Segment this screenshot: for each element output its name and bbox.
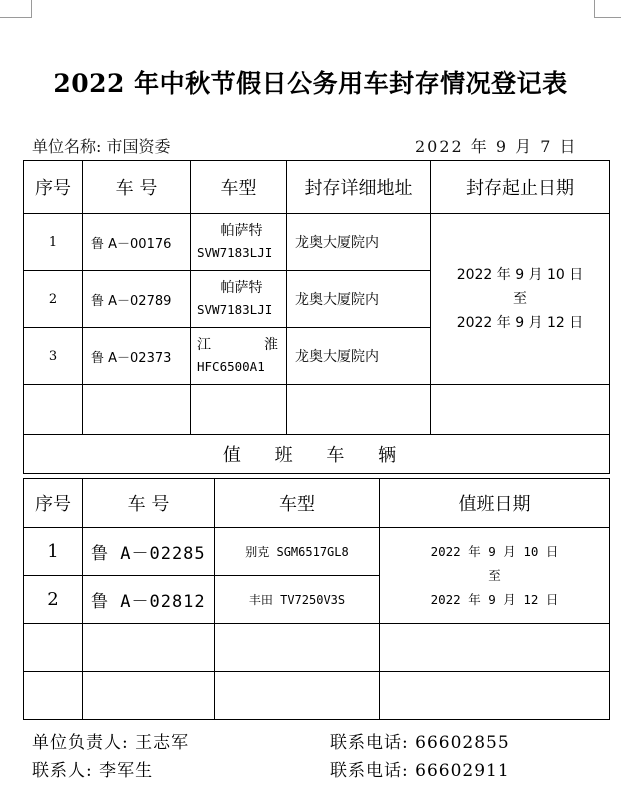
contact-person: 联系人: 李军生: [32, 761, 154, 781]
duty-date-to: 2022 年 9 月 12 日: [430, 591, 559, 607]
header-no: 序号: [24, 479, 83, 528]
table-row-empty: [24, 672, 610, 720]
cell-empty: [83, 672, 215, 720]
seal-date-from: 2022 年 9 月 10 日: [456, 267, 584, 283]
cell-no: 2: [24, 576, 83, 624]
header-plate: 车 号: [83, 161, 191, 214]
sealed-vehicles-table: [23, 160, 610, 474]
cell-seal-dates: [431, 214, 610, 385]
header-seal-dates: 封存起止日期: [431, 161, 610, 214]
cell-plate: 鲁 A－00176: [83, 214, 191, 271]
table-row: [24, 214, 610, 271]
table-row: [24, 528, 610, 576]
header-address: 封存详细地址: [287, 161, 431, 214]
seal-date-to: 2022 年 9 月 12 日: [456, 315, 584, 331]
cell-model: [191, 271, 287, 328]
header-model: 车型: [191, 161, 287, 214]
crop-mark-left: [0, 0, 32, 18]
cell-no: 2: [24, 271, 83, 328]
cell-empty: [215, 672, 380, 720]
cell-plate: 鲁 A－02812: [83, 576, 215, 624]
model-code: SVW7183LJI: [197, 302, 273, 317]
header-model: 车型: [215, 479, 380, 528]
unit-name: 单位名称: 市国资委: [32, 137, 171, 156]
duty-section-row: [24, 435, 610, 474]
cell-no: 1: [24, 528, 83, 576]
cell-empty: [380, 624, 610, 672]
unit-leader-phone: 联系电话: 66602855: [330, 733, 510, 753]
cell-empty: [24, 624, 83, 672]
cell-address: 龙奥大厦院内: [287, 214, 431, 271]
document-title: 2022 年中秋节假日公务用车封存情况登记表: [53, 69, 568, 98]
document-date: 2022 年 9 月 7 日: [415, 137, 578, 156]
cell-empty: [83, 624, 215, 672]
cell-duty-dates: [380, 528, 610, 624]
model-code: SVW7183LJI: [197, 245, 273, 260]
duty-date-from: 2022 年 9 月 10 日: [430, 543, 559, 559]
cell-empty: [191, 385, 287, 435]
cell-plate: 鲁 A－02789: [83, 271, 191, 328]
cell-empty: [215, 624, 380, 672]
cell-address: 龙奥大厦院内: [287, 271, 431, 328]
duty-section-title: 值 班 车 辆: [24, 435, 610, 474]
cell-empty: [431, 385, 610, 435]
header-plate: 车 号: [83, 479, 215, 528]
model-name: 江 淮: [197, 337, 278, 353]
cell-model: [191, 328, 287, 385]
cell-plate: 鲁 A－02285: [83, 528, 215, 576]
seal-date-to-word: 至: [513, 291, 527, 307]
table-row-empty: [24, 385, 610, 435]
duty-vehicles-table: [23, 478, 610, 720]
header-no: 序号: [24, 161, 83, 214]
model-name: 帕萨特: [220, 280, 263, 296]
table-row-empty: [24, 624, 610, 672]
cell-address: 龙奥大厦院内: [287, 328, 431, 385]
cell-model: 别克 SGM6517GL8: [215, 528, 380, 576]
duty-date-to-word: 至: [488, 567, 501, 583]
cell-empty: [24, 672, 83, 720]
model-name: 帕萨特: [220, 223, 263, 239]
table-header-row: [24, 479, 610, 528]
header-duty-dates: 值班日期: [380, 479, 610, 528]
cell-empty: [287, 385, 431, 435]
cell-plate: 鲁 A－02373: [83, 328, 191, 385]
contact-person-phone: 联系电话: 66602911: [330, 761, 510, 781]
table-header-row: [24, 161, 610, 214]
cell-model: [191, 214, 287, 271]
cell-empty: [83, 385, 191, 435]
unit-leader: 单位负责人: 王志军: [32, 733, 190, 753]
cell-empty: [24, 385, 83, 435]
cell-no: 3: [24, 328, 83, 385]
model-code: HFC6500A1: [197, 359, 265, 374]
cell-empty: [380, 672, 610, 720]
cell-no: 1: [24, 214, 83, 271]
crop-mark-right: [594, 0, 621, 18]
cell-model: 丰田 TV7250V3S: [215, 576, 380, 624]
